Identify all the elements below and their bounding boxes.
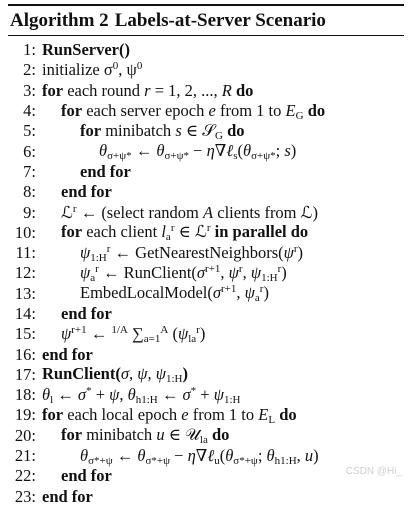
code-token: end for xyxy=(42,344,93,364)
algorithm-line xyxy=(8,243,404,263)
code-token: do xyxy=(275,405,297,424)
code-token: l xyxy=(161,222,166,242)
code-token: E xyxy=(258,405,269,424)
code-token: ) xyxy=(313,445,319,465)
code-token: r xyxy=(144,80,151,100)
code-token: θ xyxy=(80,445,89,465)
line-code xyxy=(42,101,325,122)
code-token: e xyxy=(181,405,189,424)
code-token: ψ xyxy=(244,283,255,303)
code-token: + xyxy=(196,384,214,404)
line-code xyxy=(42,203,318,223)
code-token: for xyxy=(42,80,64,100)
code-token: ∈ xyxy=(164,425,186,445)
code-token: σ xyxy=(77,384,87,404)
code-token: r xyxy=(196,323,200,336)
code-token: ∇ xyxy=(195,445,208,465)
code-token: h1:H xyxy=(274,454,297,467)
code-token: ( xyxy=(219,445,226,465)
code-token: do xyxy=(222,120,245,140)
algorithm-line xyxy=(8,182,404,202)
line-number: 23: xyxy=(14,486,36,506)
algorithm-line xyxy=(8,40,404,60)
line-number: 22: xyxy=(14,466,36,486)
code-token: a=1 xyxy=(143,332,161,345)
code-token: each client xyxy=(82,222,162,242)
code-token: ∇ xyxy=(214,141,227,161)
code-token: σ xyxy=(120,364,129,384)
code-token: ψ xyxy=(250,262,262,282)
code-token: − xyxy=(170,445,188,465)
code-token: R xyxy=(221,80,232,100)
algorithm-line xyxy=(8,405,404,425)
code-token: σ+ψ* xyxy=(251,150,276,163)
code-token: each round xyxy=(63,80,145,100)
line-number: 15: xyxy=(14,324,36,344)
code-token: 1:H xyxy=(223,393,241,406)
line-number: 7: xyxy=(23,161,36,181)
code-token: la xyxy=(199,434,208,447)
code-token: ψ xyxy=(228,262,239,282)
line-number: 3: xyxy=(23,80,36,100)
code-token: 1:H xyxy=(261,271,278,284)
algorithm-line xyxy=(8,487,404,507)
algorithm-line xyxy=(8,162,404,182)
line-number: 17: xyxy=(14,364,36,384)
code-token: RunClient( xyxy=(42,364,121,384)
code-token: ; xyxy=(257,445,267,465)
line-code xyxy=(42,345,93,365)
code-token: A xyxy=(160,323,169,336)
code-token: minibatch xyxy=(101,120,176,140)
code-token: * xyxy=(190,384,197,397)
code-token: u xyxy=(214,454,220,467)
code-token: ← xyxy=(112,445,138,465)
code-token: a xyxy=(165,231,171,244)
line-number: 16: xyxy=(14,344,36,364)
code-token: , xyxy=(220,262,229,282)
line-number: 13: xyxy=(14,283,36,303)
code-token: ← xyxy=(53,384,78,404)
code-token: r xyxy=(95,262,99,275)
code-token: , xyxy=(119,384,128,404)
code-token: ψ xyxy=(80,262,91,282)
line-code xyxy=(42,263,287,284)
line-number: 12: xyxy=(14,263,36,283)
algorithm-line xyxy=(8,81,404,101)
line-number: 11: xyxy=(15,243,36,263)
code-token: , xyxy=(242,262,251,282)
code-token: ) xyxy=(182,364,188,384)
code-token: each server epoch xyxy=(82,100,209,120)
line-number: 18: xyxy=(14,385,36,405)
code-token: r+1 xyxy=(71,323,87,336)
code-token: η xyxy=(206,141,215,161)
code-token: θ xyxy=(156,141,165,161)
line-code xyxy=(42,446,319,467)
algorithm-line xyxy=(8,324,404,344)
line-number: 20: xyxy=(14,425,36,445)
code-token: σ*+ψ xyxy=(88,454,113,467)
code-token: ψ xyxy=(109,384,120,404)
code-token: end for xyxy=(42,486,93,506)
code-token: 𝒮 xyxy=(202,120,215,140)
code-token: ∈ xyxy=(181,120,203,140)
line-number: 4: xyxy=(23,101,36,121)
code-token: RunServer() xyxy=(42,40,130,60)
code-token: E xyxy=(285,100,296,120)
code-token: ∑ xyxy=(127,323,144,343)
code-token: = 1, 2, ..., xyxy=(150,80,222,100)
code-token: 0 xyxy=(136,60,143,73)
code-token: ℓ xyxy=(226,141,234,161)
line-code xyxy=(42,364,188,385)
code-token: θ xyxy=(225,445,234,465)
code-token: σ*+ψ xyxy=(233,454,258,467)
code-token: ( xyxy=(237,141,243,161)
code-token: θ xyxy=(242,141,252,161)
code-token: , xyxy=(236,283,245,303)
code-token: σ+ψ* xyxy=(164,150,190,163)
code-token: u xyxy=(304,445,314,465)
line-number: 8: xyxy=(23,182,36,202)
code-token: 1:H xyxy=(165,373,183,386)
line-number: 19: xyxy=(14,405,36,425)
code-token: ) xyxy=(297,242,304,262)
code-token: − xyxy=(189,141,207,161)
code-token: r xyxy=(293,242,298,255)
line-code xyxy=(42,466,112,486)
code-token: σ+ψ* xyxy=(107,150,132,163)
code-token: end for xyxy=(61,466,112,486)
algorithm-line xyxy=(8,141,404,161)
code-token: 1:H xyxy=(90,251,107,264)
code-token: ← xyxy=(157,384,183,404)
line-code xyxy=(42,425,229,446)
code-token: , xyxy=(296,445,305,465)
line-number: 10: xyxy=(14,222,36,242)
algorithm-label: Algorithm 2 xyxy=(10,10,109,31)
code-token: θ xyxy=(99,141,108,161)
line-number: 14: xyxy=(14,304,36,323)
code-token: each local epoch xyxy=(63,405,182,424)
line-code xyxy=(42,141,296,162)
code-token: σ xyxy=(182,384,191,404)
code-token: s xyxy=(175,120,182,140)
code-token: η xyxy=(187,445,196,465)
line-number: 21: xyxy=(14,446,36,466)
algorithm-line xyxy=(8,365,404,385)
code-token: from 1 to xyxy=(215,100,286,120)
watermark-text: CSDN @Hi_ xyxy=(345,466,402,477)
code-token: s xyxy=(233,150,238,163)
code-token: ← RunClient( xyxy=(98,262,197,282)
code-token: ψ xyxy=(283,242,294,262)
code-token: ) xyxy=(199,323,206,343)
line-number: 2: xyxy=(23,60,36,80)
code-token: * xyxy=(86,384,92,397)
code-token: ℒ xyxy=(61,202,73,222)
code-token: ; xyxy=(275,141,285,161)
algorithm-line xyxy=(8,121,404,141)
code-token: EmbedLocalModel( xyxy=(80,283,213,303)
code-token: minibatch xyxy=(82,425,157,445)
code-token: u xyxy=(156,425,165,445)
code-token: , xyxy=(128,364,138,384)
code-token: σ xyxy=(196,262,206,282)
code-token: s xyxy=(284,141,291,161)
code-token: ψ xyxy=(61,323,72,343)
code-token: σ xyxy=(212,283,222,303)
code-token: ψ xyxy=(213,384,224,404)
line-code xyxy=(42,162,131,182)
code-token: ℓ xyxy=(207,445,215,465)
code-token: do xyxy=(303,100,326,120)
code-token: a xyxy=(90,271,96,284)
code-token: r xyxy=(72,202,77,215)
algorithm-name: Labels-at-Server Scenario xyxy=(114,10,326,31)
algorithm-line xyxy=(8,344,404,364)
code-token: G xyxy=(214,129,223,142)
line-number: 5: xyxy=(23,121,36,141)
algorithm-line xyxy=(8,60,404,80)
algorithm-line xyxy=(8,426,404,446)
code-token: r xyxy=(277,262,282,275)
code-token: r xyxy=(238,262,243,275)
line-code xyxy=(42,385,240,406)
algorithm-line xyxy=(8,304,404,324)
line-number: 9: xyxy=(23,202,36,222)
line-code xyxy=(42,81,253,101)
code-token: ← (select random xyxy=(76,202,204,222)
algorithm-block xyxy=(8,4,404,507)
line-code xyxy=(42,283,269,304)
line-code xyxy=(42,182,112,202)
code-token: do xyxy=(207,425,230,445)
code-token: A xyxy=(203,202,214,222)
code-token: end for xyxy=(80,161,131,181)
algorithm-line xyxy=(8,263,404,283)
code-token: from 1 to xyxy=(188,405,259,424)
code-token: r+1 xyxy=(221,283,237,296)
code-token: for xyxy=(80,120,102,140)
code-token: e xyxy=(208,100,216,120)
line-code xyxy=(42,304,112,324)
code-token: ψ xyxy=(177,323,189,343)
code-token: ψ xyxy=(137,364,148,384)
code-token: l xyxy=(50,393,54,406)
code-token: ) xyxy=(290,141,297,161)
code-token: ← GetNearestNeighbors( xyxy=(110,242,284,262)
algorithm-lines xyxy=(8,36,404,507)
line-code xyxy=(42,121,245,142)
code-token: ) xyxy=(281,262,287,282)
line-code xyxy=(42,60,142,80)
code-token: h1:H xyxy=(135,393,158,406)
code-token: θ xyxy=(266,445,275,465)
code-token: r+1 xyxy=(205,262,221,275)
code-token: ) xyxy=(263,283,269,303)
code-token: r xyxy=(170,222,175,235)
code-token: for xyxy=(61,222,83,242)
code-token: + xyxy=(91,384,110,404)
code-token: 0 xyxy=(112,60,119,73)
line-code xyxy=(42,40,130,60)
code-token: r xyxy=(259,283,264,296)
code-token: for xyxy=(42,405,64,424)
code-token: r xyxy=(106,242,111,255)
line-number: 6: xyxy=(23,141,36,161)
code-token: clients from ℒ) xyxy=(213,202,319,222)
code-token: ∈ ℒ xyxy=(174,222,207,242)
code-token: la xyxy=(188,332,197,345)
code-token: ← xyxy=(131,141,157,161)
code-token: , xyxy=(147,364,156,384)
code-token: ψ xyxy=(80,242,91,262)
code-token: in parallel do xyxy=(214,222,309,242)
code-token: 𝒰 xyxy=(185,425,200,445)
code-token: end for xyxy=(61,304,112,323)
line-code xyxy=(42,487,93,507)
code-token: a xyxy=(254,292,260,305)
code-token: end for xyxy=(61,182,112,202)
code-token: r xyxy=(206,222,211,235)
code-token: ψ xyxy=(155,364,166,384)
algorithm-title xyxy=(8,6,404,35)
algorithm-line xyxy=(8,446,404,466)
code-token: for xyxy=(61,100,83,120)
code-token: θ xyxy=(127,384,136,404)
code-token: σ*+ψ xyxy=(145,454,171,467)
line-code xyxy=(42,243,303,264)
line-number: 1: xyxy=(23,40,36,60)
code-token: , ψ xyxy=(118,60,137,80)
code-token: 1/A xyxy=(111,323,128,336)
line-code xyxy=(42,222,308,243)
code-token: θ xyxy=(137,445,146,465)
code-token: G xyxy=(295,109,304,122)
algorithm-line xyxy=(8,101,404,121)
code-token: ( xyxy=(168,323,178,343)
algorithm-line xyxy=(8,284,404,304)
code-token: initialize σ xyxy=(42,60,113,80)
algorithm-line xyxy=(8,223,404,243)
code-token: L xyxy=(268,414,276,426)
algorithm-line xyxy=(8,385,404,405)
line-code xyxy=(42,405,297,426)
algorithm-line xyxy=(8,202,404,222)
line-code xyxy=(42,324,205,345)
code-token: θ xyxy=(42,384,51,404)
code-token: ← xyxy=(86,323,112,343)
algorithm-line xyxy=(8,466,404,486)
code-token: do xyxy=(231,80,254,100)
code-token: for xyxy=(61,425,83,445)
